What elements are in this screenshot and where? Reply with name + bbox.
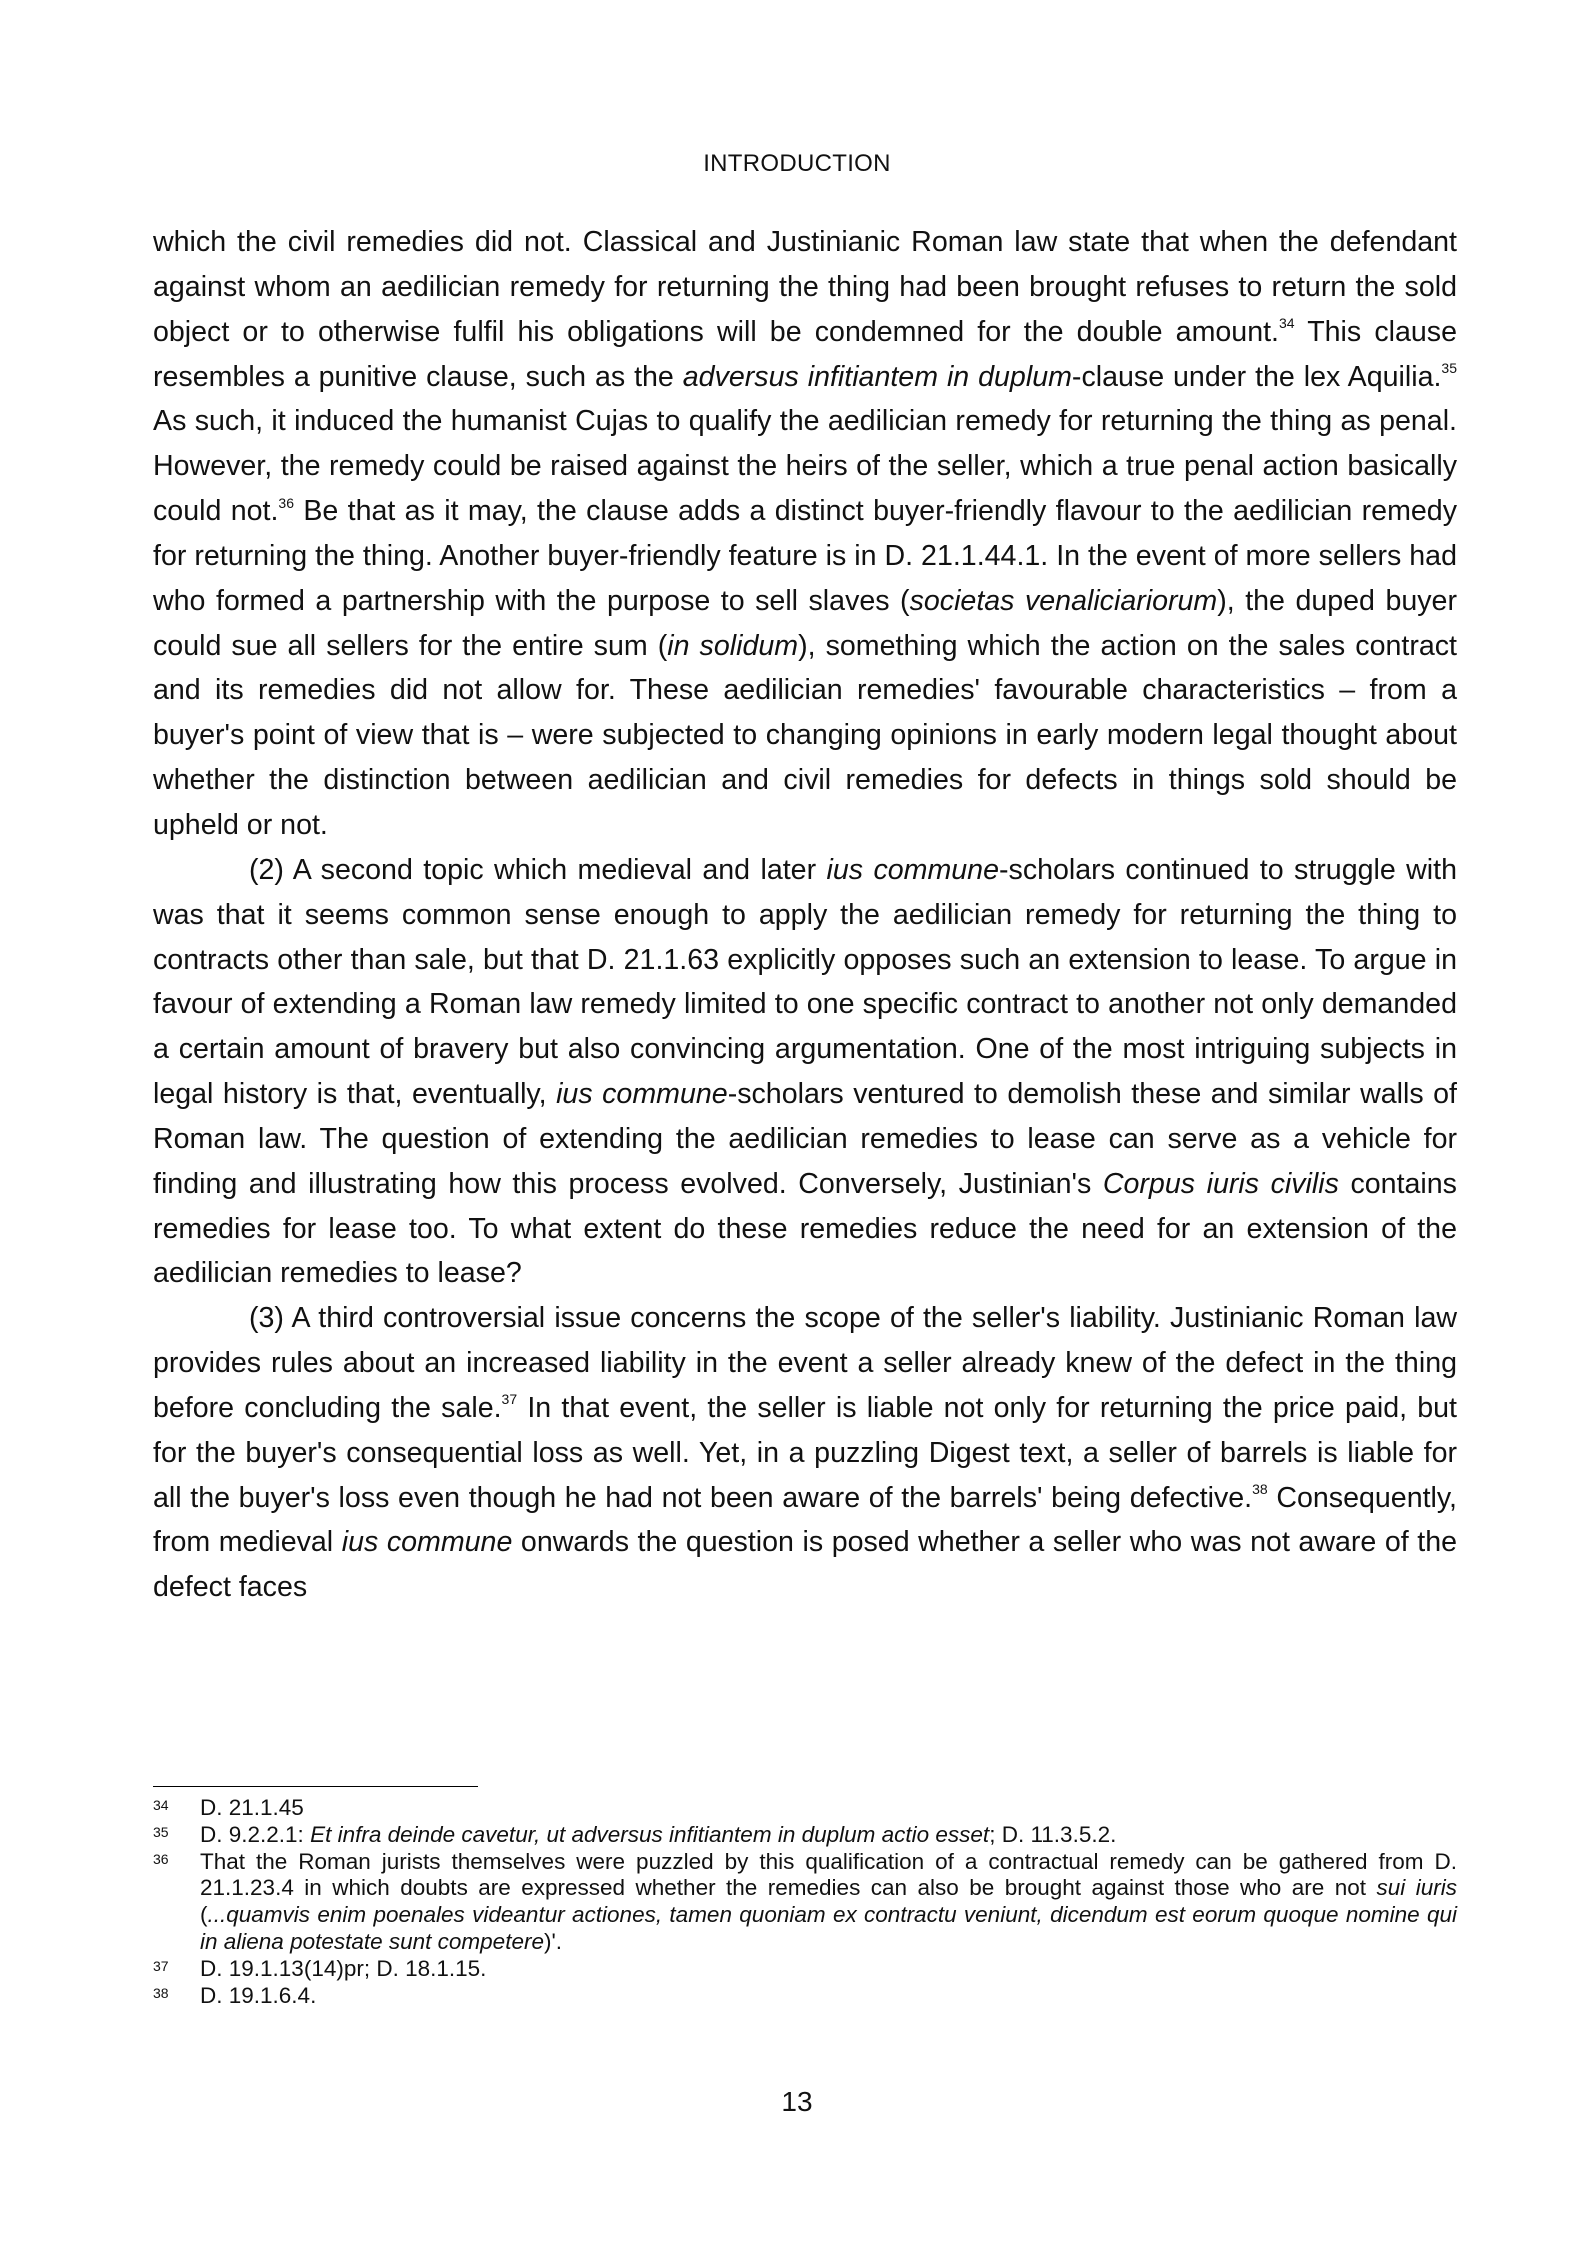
italic-text: societas venaliciariorum [909,584,1218,617]
text-run: -clause under the lex Aquilia. [1071,360,1442,393]
italic-text: ius commune [341,1526,513,1559]
text-run: D. 9.2.2.1: [200,1821,311,1847]
footnote-reference[interactable]: 34 [1279,315,1295,332]
text-run: onwards the question is posed whether a seller who was not aware of the defect faces [153,1526,1457,1604]
footnote-text [200,1849,1457,1956]
running-header: INTRODUCTION [703,150,891,177]
text-run: In that event, the seller is liable not only for returning the price paid, but for the buyer's consequential loss as well. Yet, in a puzzling Digest text, a seller of barrels is liable for all the buyer's loss even though he had not been aware of the barrels' being defective. [153,1391,1457,1514]
text-run: Consequently, from medieval [153,1481,1458,1559]
footnote-reference[interactable]: 35 [1441,360,1457,376]
italic-text: ...quamvis enim poenales videantur actiones, tamen quoniam ex contractu veniunt, dicendum est eorum quoque nomine qui in aliena potestate sunt competere [200,1902,1457,1954]
footnote [153,1822,1457,1849]
text-run: ), the duped buyer could sue all sellers for the entire sum ( [153,584,1457,662]
footnote [153,1849,1457,1956]
italic-text: Corpus iuris civilis [1102,1167,1339,1200]
italic-text: Et infra deinde cavetur, ut adversus infitiantem in duplum actio esset [310,1821,990,1847]
text-run: which the civil remedies did not. Classical and Justinianic Roman law state that when the defendant against whom an aedilician remedy for returning the thing had been brought refuses to return the sold object or to otherwise fulfil his obligations will be condemned for the double amount. [153,226,1457,348]
footnote-text [200,1822,1457,1849]
footnote-number: 36 [153,1850,169,1867]
footnote-number: 34 [153,1797,169,1813]
text-run: ), something which the action on the sales contract and its remedies did not allow for. These aedilician remedies' favourable characteristics – from a buyer's point of view that is – were subjected to changing opinions in early modern legal thought about whether the distinction between aedilician and civil remedies for defects in things sold should be upheld or not. [153,629,1457,841]
text-run: -scholars continued to struggle with was that it seems common sense enough to apply the aedilician remedy for returning the thing to contracts other than sale, but that D. 21.1.63 explicitly opposes such an extension to lease. To argue in favour of extending a Roman law remedy limited to one specific contract to another not only demanded a certain amount of bravery but also convincing argumentation. One of the most intriguing subjects in legal history is that, eventually, [153,853,1458,1111]
text-run: D. 19.1.13(14)pr; D. 18.1.15. [200,1955,487,1981]
footnote [153,1956,1457,1983]
footnote-reference[interactable]: 36 [278,494,294,511]
text-run: (2) A second topic which medieval and later [249,853,827,886]
footnote-number: 37 [153,1957,169,1974]
footnote-reference[interactable]: 38 [1252,1481,1268,1498]
footnote-text [200,1795,1457,1822]
paragraph [153,848,1457,1296]
italic-text: in solidum [667,629,799,662]
footnote-number: 38 [153,1984,169,2001]
footnote-separator [153,1786,478,1787]
italic-text: ius commune [556,1078,728,1111]
footnote-reference[interactable]: 37 [501,1391,518,1408]
footnote-text [200,1956,1457,1983]
text-run: Be that as it may, the clause adds a distinct buyer-friendly flavour to the aedilician remedy for returning the thing. Another buyer-friendly feature is in D. 21.1.44.1. In the event of more sellers had who formed a partnership with the purpose to sell slaves ( [153,495,1458,617]
italic-text: ius commune [826,853,999,886]
text-run: ; D. 11.3.5.2. [989,1821,1117,1847]
italic-text: adversus infitiantem in duplum [682,360,1072,393]
text-run: contains remedies for lease too. To what extent do these remedies reduce the need for an extension of the aedilician remedies to lease? [153,1167,1457,1290]
italic-text: sui iuris [1376,1875,1457,1901]
text-run: D. 19.1.6.4. [200,1982,317,2008]
footnotes [153,1795,1457,2009]
footnote [153,1795,1457,1822]
footnote [153,1983,1457,2010]
page-number: 13 [781,2086,813,2117]
text-run: As such, it induced the humanist Cujas to qualify the aedilician remedy for returning the thing as penal. However, the remedy could be raised against the heirs of the seller, which a true penal action basically could not. [153,405,1457,528]
text-run: That the Roman jurists themselves were puzzled by this qualification of a contractual remedy can be gathered from D. 21.1.23.4 in which doubts are expressed whether the remedies can also be brought against those who are not [200,1848,1457,1901]
text-run: )'. [543,1928,563,1954]
footnote-number: 35 [153,1823,169,1840]
paragraph [153,1296,1457,1610]
text-run: ( [200,1902,208,1928]
footnote-text [200,1983,1457,2010]
body-text [153,220,1457,1610]
text-run: (3) A third controversial issue concerns the scope of the seller's liability. Justinianic Roman law provides rules about an increased liability in the event a seller already knew of the defect in the thing before concluding the sale. [153,1302,1457,1424]
text-run: D. 21.1.45 [200,1795,304,1820]
text-run: This clause resembles a punitive clause, such as the [153,315,1457,393]
text-run: -scholars ventured to demolish these and similar walls of Roman law. The question of extending the aedilician remedies to lease can serve as a vehicle for finding and illustrating how this process evolved. Conversely, Justinian's [153,1078,1457,1200]
paragraph [153,220,1457,848]
